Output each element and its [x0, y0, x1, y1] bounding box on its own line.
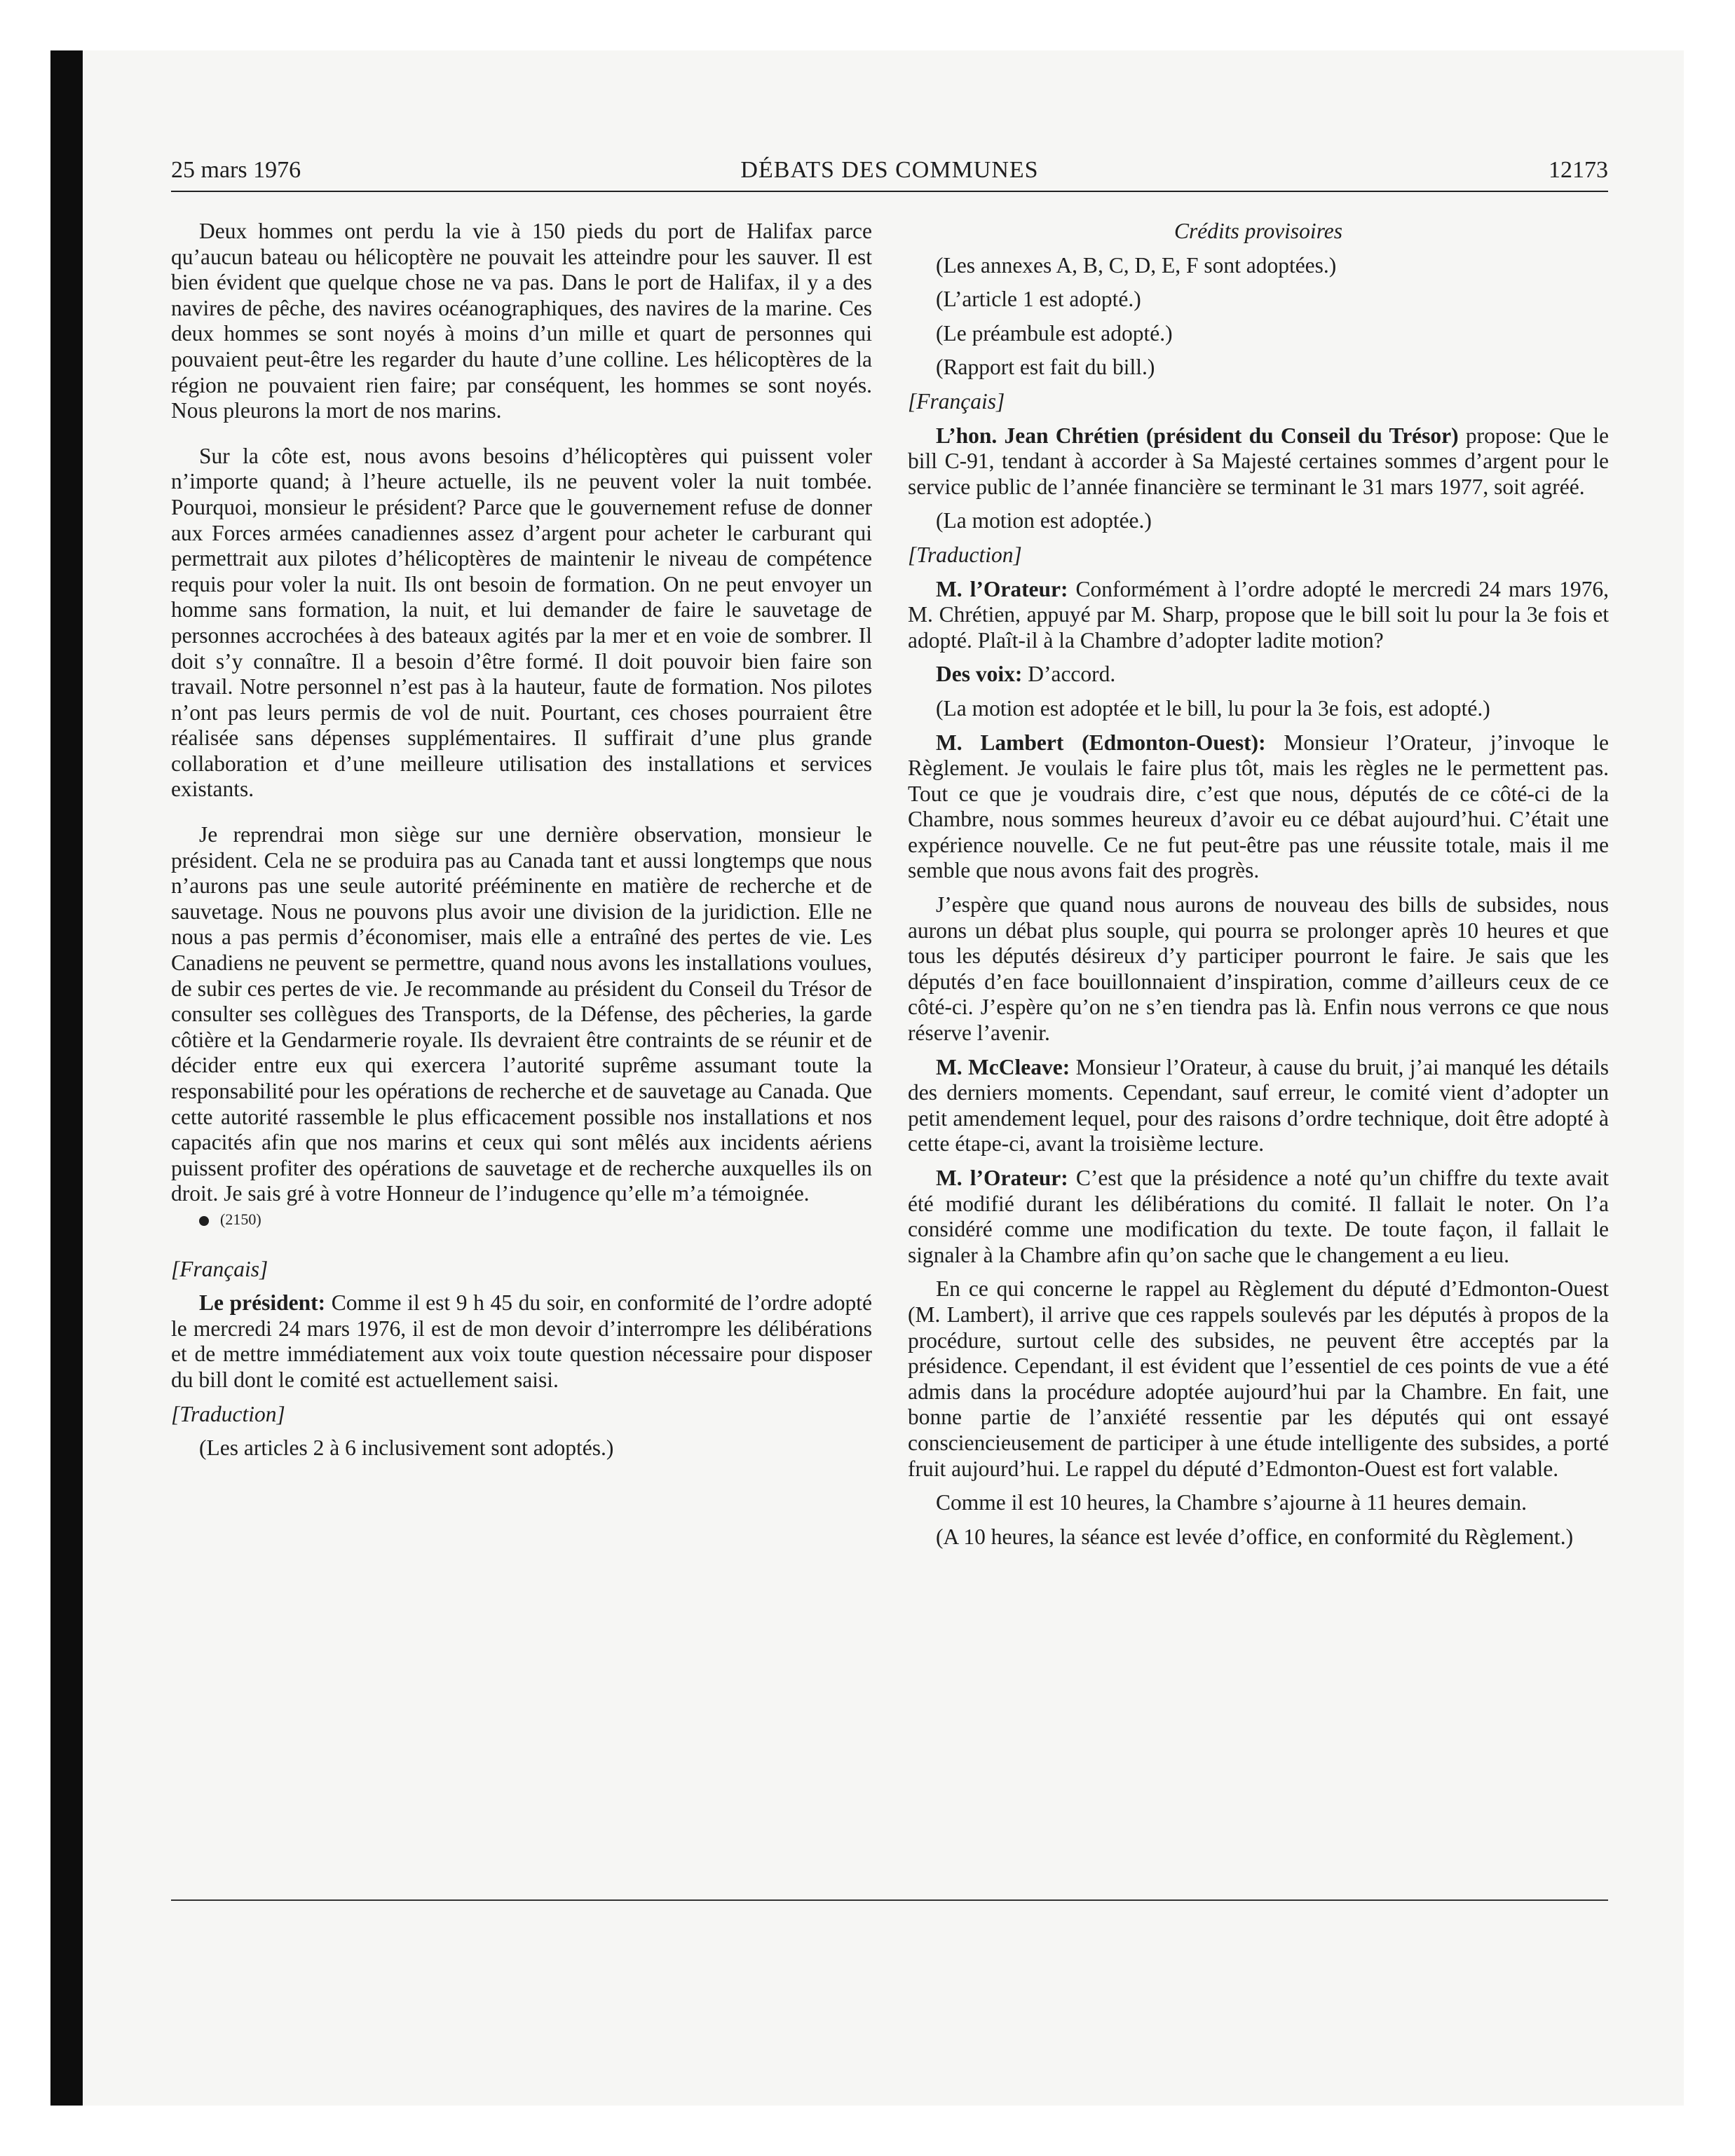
paragraph: J’espère que quand nous aurons de nouveau des bills de subsides, nous aurons un débat plus souple, qui pourra se prolonger après 10 heures et que tous les députés désireux d’y participer pourront le faire. Je sais que les députés d’en face bouillonnaient d’inspiration, comme d’ailleurs ceux de ce côté-ci. J’espère qu’on ne s’en tiendra pas là. Enfin nous verrons ce que nous réserve l’avenir.	[908, 892, 1609, 1046]
speaker-name: M. l’Orateur:	[936, 1166, 1068, 1190]
footer-rule	[171, 1899, 1608, 1901]
paragraph: (A 10 heures, la séance est levée d’office, en conformité du Règlement.)	[936, 1524, 1574, 1549]
speaker-name: M. McCleave:	[936, 1054, 1070, 1079]
paragraph: (Le préambule est adopté.)	[936, 320, 1173, 346]
bullet-icon	[199, 1216, 209, 1226]
paragraph: (Les articles 2 à 6 inclusivement sont adoptés.)	[199, 1435, 614, 1461]
paragraph: (La motion est adoptée.)	[936, 508, 1152, 533]
header-date: 25 mars 1976	[171, 157, 301, 183]
speaker-name: Le président:	[199, 1290, 326, 1316]
paragraph: Sur la côte est, nous avons besoins d’hélicoptères qui puissent voler n’importe quand; à l’heure actuelle, ils ne peuvent voler la nuit tombée. Pourquoi, monsieur le président? Parce que le gouvernement refuse de donner aux Forces armées canadiennes assez d’argent pour acheter le carburant qui permettrait aux pilotes d’hélicoptères de maintenir le niveau de compétence requis pour voler la nuit. Ils ont besoin de formation. On ne peut envoyer un homme sans formation, la nuit, et lui demander de faire le sauvetage de personnes accrochées à des bateaux agités par la mer et en voie de sombrer. Il doit s’y connaître. Il a besoin d’être formé. Il doit pouvoir bien faire son travail. Notre personnel n’est pas à la hauteur, faute de formation. Nos pilotes n’ont pas leurs permis de vol de nuit. Pourtant, ces choses pourraient être réalisée sans dépenses supplémentaires. Il suffirait d’une plus grande collaboration et d’une meilleure utilisation des installations et services existants.	[171, 443, 872, 802]
paragraph: Deux hommes ont perdu la vie à 150 pieds du port de Halifax parce qu’aucun bateau ou hélicoptère ne pouvait les atteindre pour les sauver. Il est bien évident que quelque chose ne va pas. Dans le port de Halifax, il y a des navires de pêche, des navires océanographiques, des navires de la marine. Ces deux hommes se sont noyés à moins d’un mille et quart de personnes qui pouvaient peut-être les regarder du haute d’une colline. Les hélicoptères de la région ne pouvaient rien faire; par conséquent, les hommes se sont noyés. Nous pleurons la mort de nos marins.	[171, 219, 872, 423]
paragraph: (Rapport est fait du bill.)	[936, 355, 1155, 380]
paragraph: En ce qui concerne le rappel au Règlement du député d’Edmonton-Ouest (M. Lambert), il arrive que ces rappels soulevés par les députés à propos de la procédure, surtout celle des subsides, ne peuvent être acceptés par la présidence. Cependant, il est évident que l’essentiel de ces points de vue a été admis dans la procédure adoptée aujourd’hui par la Chambre. En fait, une bonne partie de l’anxiété ressentie par les députés qui ont essayé consciencieusement de participer à une étude intelligente des subsides, a porté fruit aujourd’hui. Le rappel du député d’Edmonton-Ouest est fort valable.	[908, 1276, 1609, 1481]
speech-text: propose: Que le bill C-91, tendant à accorder à Sa Majesté certaines sommes d’argent pour le service public de l’année financière se terminant le 31 mars 1977, soit agréé.	[908, 423, 1609, 499]
time-stamp: (2150)	[220, 1210, 261, 1228]
language-marker: [Français]	[171, 1256, 268, 1281]
paragraph: (Les annexes A, B, C, D, E, F sont adoptées.)	[936, 252, 1337, 278]
speech-text: C’est que la présidence a noté qu’un chiffre du texte avait été modifié durant les délibérations du comité. Il fallait le noter. On l’a considéré comme une modification du texte. De toute façon, il fallait le signaler à la Chambre afin qu’on sache que le changement a eu lieu.	[908, 1166, 1609, 1267]
paragraph	[908, 1166, 1609, 1268]
language-marker: [Français]	[908, 388, 1005, 414]
speaker-name: Des voix:	[936, 662, 1023, 687]
speech-text: Monsieur l’Orateur, j’invoque le Règlement. Je voulais le faire plus tôt, mais les règles ne le permettent pas. Tout ce que je voudrais dire, c’est que nous, députés de ce côté-ci de la Chambre, nous sommes heureux d’avoir eu ce débat aujourd’hui. C’était une expérience nouvelle. Ce ne fut peut-être pas une réussite totale, mais il me semble que nous avons fait des progrès.	[908, 730, 1609, 883]
speaker-name: M. l’Orateur:	[936, 576, 1068, 601]
paragraph: (L’article 1 est adopté.)	[936, 287, 1141, 312]
speech-text: Monsieur l’Orateur, à cause du bruit, j’ai manqué les détails des derniers moments. Cependant, sauf erreur, le comité vient d’adopter un petit amendement lequel, pour des raisons d’ordre technique, doit être adopté à cette étape-ci, avant la troisième lecture.	[908, 1054, 1609, 1157]
paragraph	[908, 577, 1609, 654]
section-title: Crédits provisoires	[1173, 219, 1343, 243]
right-column	[908, 219, 1609, 1550]
speech-text: D’accord.	[1022, 662, 1116, 687]
speech-text: Comme il est 9 h 45 du soir, en conformité de l’ordre adopté le mercredi 24 mars 1976, il est de mon devoir d’interrompre les délibérations et de mettre immédiatement aux voix toute question nécessaire pour disposer du bill dont le comité est actuellement saisi.	[171, 1290, 873, 1392]
header-page-number: 12173	[1549, 157, 1608, 183]
speaker-name: M. Lambert (Edmonton-Ouest):	[936, 730, 1266, 755]
header-rule	[171, 191, 1608, 192]
language-marker: [Traduction]	[908, 542, 1022, 567]
speech-text: Conformément à l’ordre adopté le mercredi 24 mars 1976, M. Chrétien, appuyé par M. Sharp, propose que le bill soit lu pour la 3e fois et adopté. Plaît-il à la Chambre d’adopter ladite motion?	[908, 576, 1609, 653]
language-marker: [Traduction]	[171, 1401, 285, 1426]
paragraph	[171, 1290, 872, 1393]
paragraph	[908, 1055, 1609, 1157]
paragraph	[908, 662, 1609, 688]
left-column	[171, 219, 872, 1461]
paragraph: (La motion est adoptée et le bill, lu pour la 3e fois, est adopté.)	[936, 695, 1490, 721]
paragraph: Comme il est 10 heures, la Chambre s’ajourne à 11 heures demain.	[936, 1490, 1527, 1515]
paragraph: Je reprendrai mon siège sur une dernière observation, monsieur le président. Cela ne se produira pas au Canada tant et aussi longtemps que nous n’aurons pas une seule autorité prééminente en matière de recherche et de sauvetage. Nous ne pouvons plus avoir une division de la juridiction. Elle ne nous a pas permis d’économiser, mais elle a entraîné des pertes de vie. Les Canadiens ne peuvent se permettre, quand nous avons les installations voulues, de subir ces pertes de vie. Je recommande au président du Conseil du Trésor de consulter ses collègues des Transports, de la Défense, des pêcheries, la garde côtière et la Gendarmerie royale. Ils devraient être contraints de se réunir et de décider entre eux qui exercera l’autorité suprême assumant toute la responsabilité pour les opérations de recherche et de sauvetage au Canada. Que cette autorité rassemble le plus efficacement possible nos installations et nos capacités afin que nos marins et ceux qui sont mêlés aux incidents aériens puissent profiter des opérations de sauvetage et de recherche auxquelles ils on droit. Je sais gré à votre Honneur de l’indugence qu’elle m’a témoignée.	[171, 822, 872, 1206]
speaker-name: L’hon. Jean Chrétien (président du Conseil du Trésor)	[936, 423, 1459, 448]
header-title: DÉBATS DES COMMUNES	[740, 157, 1039, 183]
time-marker	[171, 1207, 872, 1233]
paragraph	[908, 730, 1609, 885]
paragraph	[908, 423, 1609, 500]
